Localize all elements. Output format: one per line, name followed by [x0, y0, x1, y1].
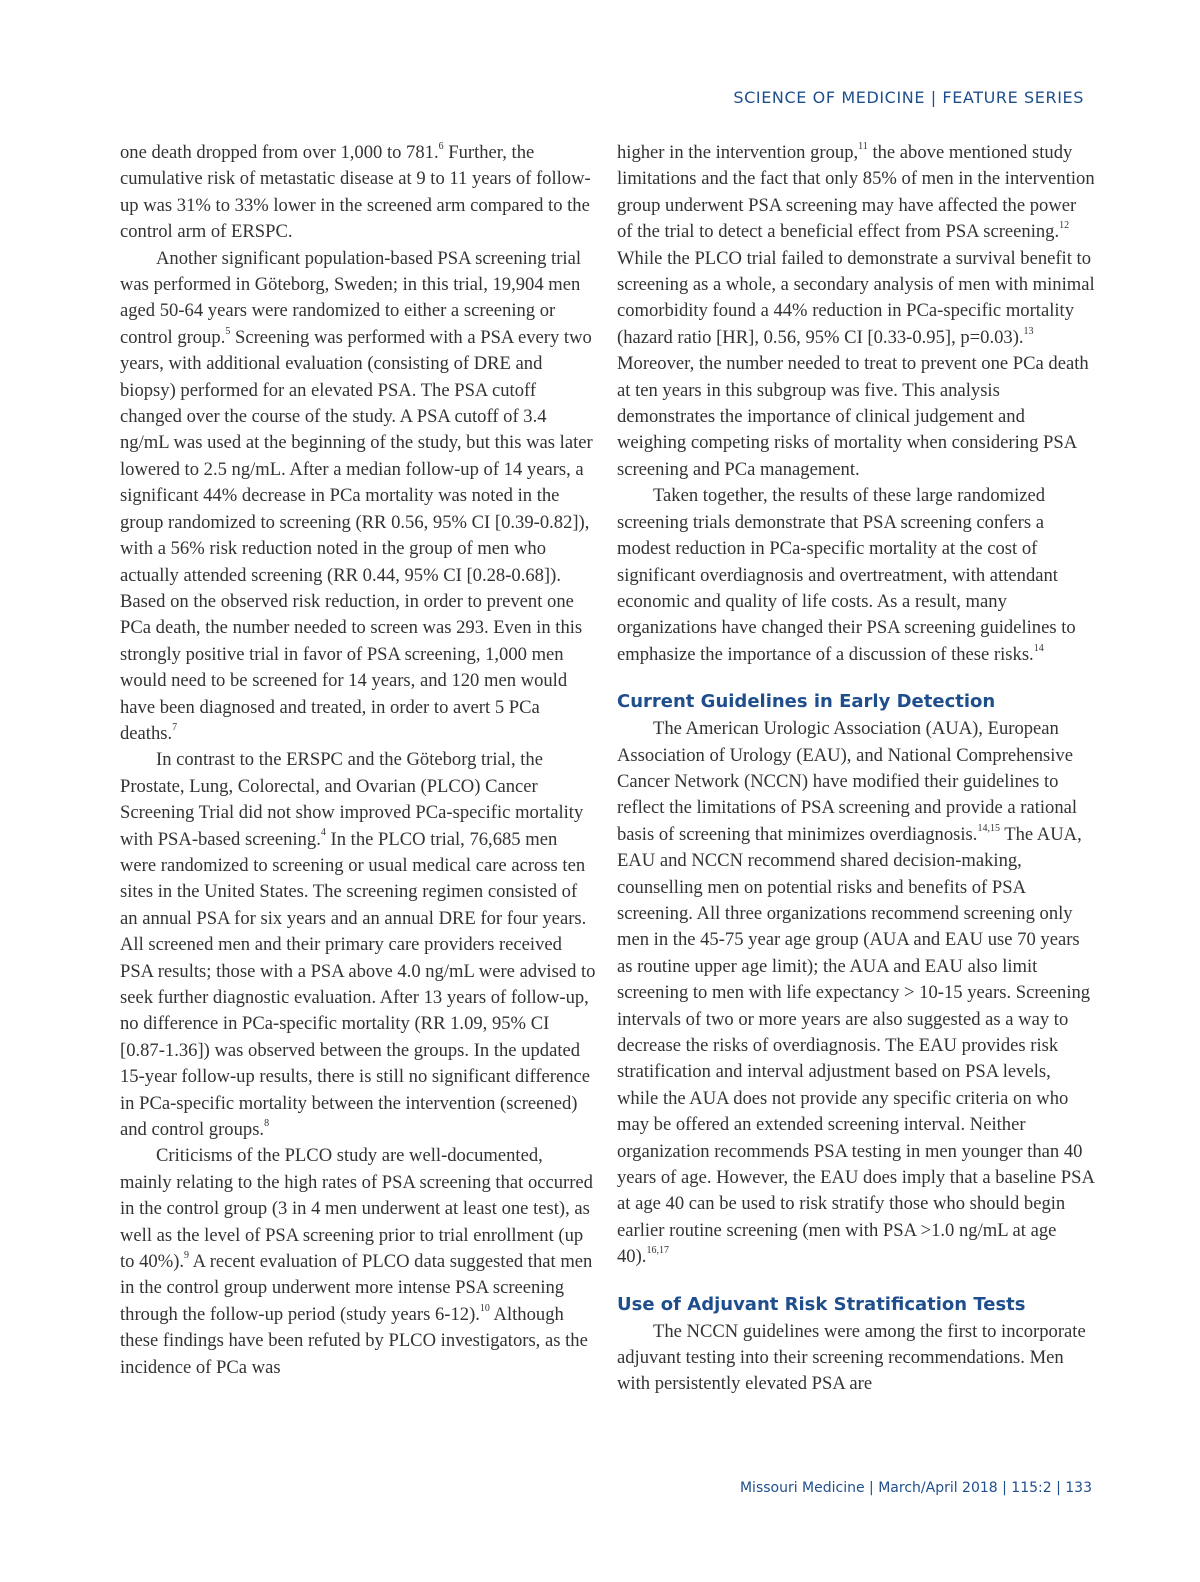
citation-ref: 14 [1033, 642, 1044, 654]
paragraph: higher in the intervention group,$^{11}$ the above mentioned study limitations and the fact that only 85% of men in the intervention group underwent PSA screening may have affected the power of the trial to detect a beneficial effect from PSA screening.$^{12}$ While the PLCO trial failed to demonstrate a survival benefit to screening as a whole, a secondary analysis of men with minimal comorbidity found a 44% reduction in PCa-specific mortality (hazard ratio [HR], 0.56, 95% CI [0.33-0.95], p=0.03).$^{13}$ Moreover, the number needed to treat to prevent one PCa death at ten years in this subgroup was five. This analysis demonstrates the importance of clinical judgement and weighing competing risks of mortality when considering PSA screening and PCa management. [617, 140, 1095, 480]
paragraph: Taken together, the results of these large randomized screening trials demonstrate that PSA screening confers a modest reduction in PCa-specific mortality at the cost of significant overdiagnosis and overtreatment, with attendant economic and quality of life costs. As a result, many organizations have changed their PSA screening guidelines to emphasize the importance of a discussion of these risks.$^{14}$ [617, 485, 1076, 665]
right-column [617, 140, 1095, 1398]
citation-ref: 9 [184, 1249, 190, 1261]
citation-ref: 6 [438, 140, 444, 152]
citation-ref: 16,17 [646, 1245, 669, 1257]
citation-ref: 7 [172, 721, 178, 733]
paragraph: Criticisms of the PLCO study are well-documented, mainly relating to the high rates of PSA screening that occurred in the control group (3 in 4 men underwent at least one test), as well as the level of PSA screening prior to trial enrollment (up to 40%).$^9$ A recent evaluation of PLCO data suggested that men in the control group underwent more intense PSA screening through the follow-up period (study years 6-12).$^{10}$ Although these findings have been refuted by PLCO investigators, as the incidence of PCa was [120, 1145, 593, 1378]
citation-ref: 8 [264, 1117, 270, 1129]
paragraph: In contrast to the ERSPC and the Göteborg trial, the Prostate, Lung, Colorectal, and Ovarian (PLCO) Cancer Screening Trial did not show improved PCa-specific mortality with PSA-based screening.$^4$ In the PLCO trial, 76,685 men were randomized to screening or usual medical care across ten sites in the United States. The screening regimen consisted of an annual PSA for six years and an annual DRE for four years. All screened men and their primary care providers received PSA results; those with a PSA above 4.0 ng/mL were advised to seek further diagnostic evaluation. After 13 years of follow-up, no difference in PCa-specific mortality (RR 1.09, 95% CI [0.87-1.36]) was observed between the groups. In the updated 15-year follow-up results, there is still no significant difference in PCa-specific mortality between the intervention (screened) and control groups.$^8$ [120, 749, 596, 1141]
citation-ref: 11 [858, 140, 868, 152]
section-heading-adjuvant-tests: Use of Adjuvant Risk Stratification Tests [617, 1293, 1026, 1315]
paragraph: one death dropped from over 1,000 to 781.$^6$ Further, the cumulative risk of metastatic disease at 9 to 11 years of follow-up was 31% to 33% lower in the screened arm compared to the control arm of ERSPC. [120, 140, 591, 243]
running-header: SCIENCE OF MEDICINE | FEATURE SERIES [733, 88, 1084, 107]
citation-ref: 5 [225, 325, 231, 337]
paragraph: The NCCN guidelines were among the first to incorporate adjuvant testing into their screening recommendations. Men with persistently elevated PSA are [617, 1320, 1086, 1395]
citation-ref: 4 [320, 827, 326, 839]
page-footer-citation: Missouri Medicine | March/April 2018 | 115:2 | 133 [739, 1480, 1092, 1496]
citation-ref: 12 [1059, 220, 1070, 232]
citation-ref: 13 [1023, 325, 1034, 337]
citation-ref: 10 [479, 1302, 490, 1314]
paragraph: Another significant population-based PSA screening trial was performed in Göteborg, Sweden; in this trial, 19,904 men aged 50-64 years were randomized to either a screening or control group.$^5$ Screening was performed with a PSA every two years, with additional evaluation (consisting of DRE and biopsy) performed for an elevated PSA. The PSA cutoff changed over the course of the study. A PSA cutoff of 3.4 ng/mL was used at the beginning of the study, but this was later lowered to 2.5 ng/mL. After a median follow-up of 14 years, a significant 44% decrease in PCa mortality was noted in the group randomized to screening (RR 0.56, 95% CI [0.39-0.82]), with a 56% risk reduction noted in the group of men who actually attended screening (RR 0.44, 95% CI [0.28-0.68]). Based on the observed risk reduction, in order to prevent one PCa death, the number needed to screen was 293. Even in this strongly positive trial in favor of PSA screening, 1,000 men would need to be screened for 14 years, and 120 men would have been diagnosed and treated, in order to avert 5 PCa deaths.$^7$ [120, 247, 593, 744]
left-column [120, 140, 598, 1381]
citation-ref: 14,15 [977, 822, 1000, 834]
section-heading-current-guidelines: Current Guidelines in Early Detection [617, 691, 996, 713]
paragraph: The American Urologic Association (AUA), European Association of Urology (EAU), and National Comprehensive Cancer Network (NCCN) have modified their guidelines to reflect the limitations of PSA screening and provide a rational basis of screening that minimizes overdiagnosis.$^{14,15}$ The AUA, EAU and NCCN recommend shared decision-making, counselling men on potential risks and benefits of PSA screening. All three organizations recommend screening only men in the 45-75 year age group (AUA and EAU use 70 years as routine upper age limit); the AUA and EAU also limit screening to men with life expectancy > 10-15 years. Screening intervals of two or more years are also suggested as a way to decrease the risks of overdiagnosis. The EAU provides risk stratification and interval adjustment based on PSA levels, while the AUA does not provide any specific criteria on who may be offered an extended screening interval. Neither organization recommends PSA testing in men younger than 40 years of age. However, the EAU does imply that a baseline PSA at age 40 can be used to risk stratify those who should begin earlier routine screening (men with PSA >1.0 ng/mL at age 40).$^{16,17}$ [617, 718, 1094, 1268]
